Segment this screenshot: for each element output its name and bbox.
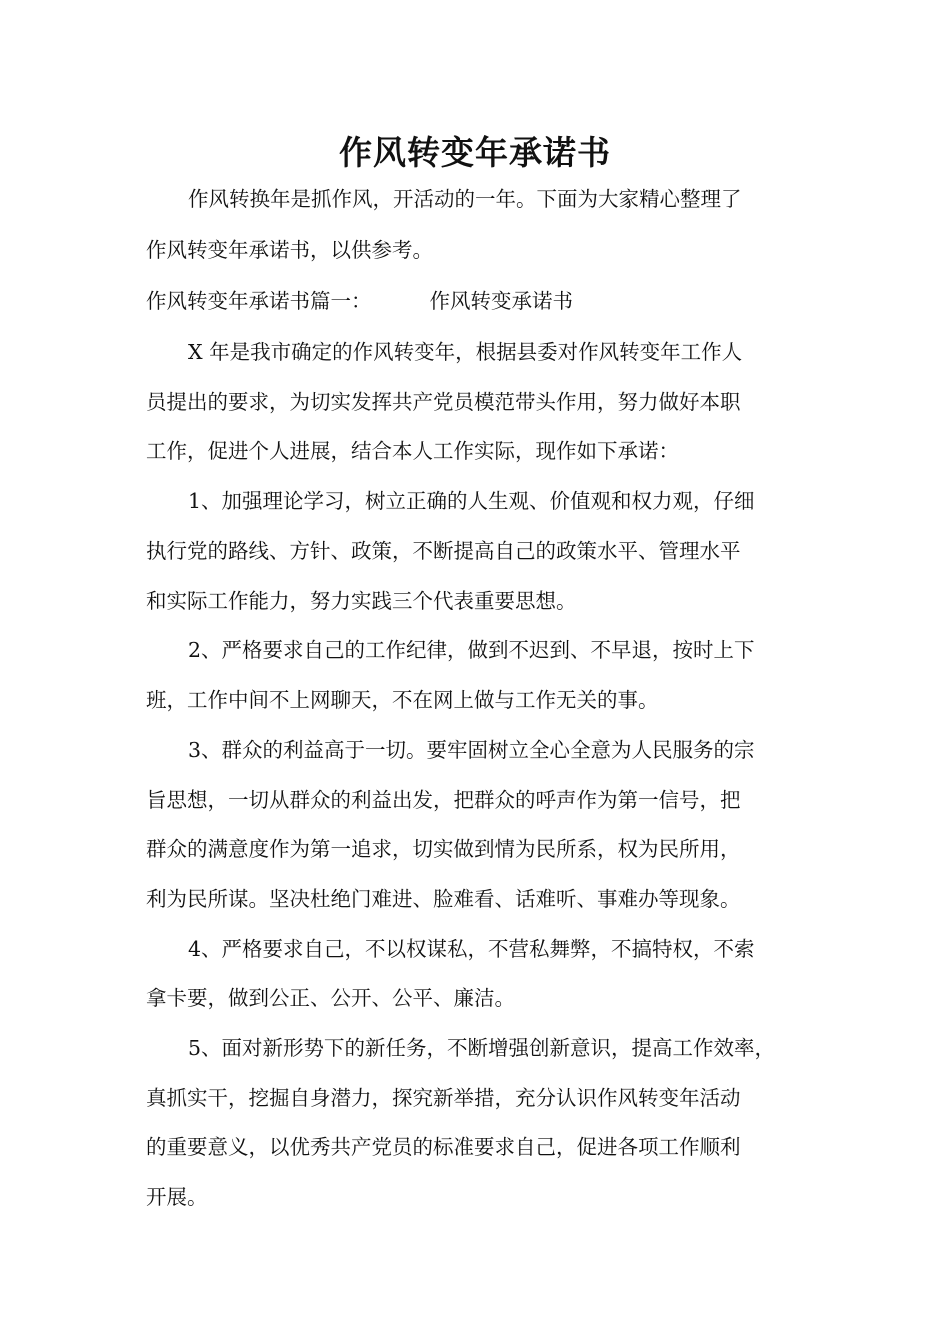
section-subheading: 作风转变承诺书 <box>429 289 573 313</box>
body-line: 班，工作中间不上网聊天，不在网上做与工作无关的事。 <box>146 688 659 712</box>
section-heading: 作风转变年承诺书篇一： <box>146 289 372 313</box>
body-line: 利为民所谋。坚决杜绝门难进、脸难看、话难听、事难办等现象。 <box>146 887 741 911</box>
body-line: 2、严格要求自己的工作纪律，做到不迟到、不早退，按时上下 <box>188 638 755 662</box>
body-line: 4、严格要求自己，不以权谋私，不营私舞弊，不搞特权，不索 <box>188 937 755 961</box>
body-line: 执行党的路线、方针、政策，不断提高自己的政策水平、管理水平 <box>146 539 741 563</box>
body-line: 1、加强理论学习，树立正确的人生观、价值观和权力观，仔细 <box>188 489 755 513</box>
body-line: 工作，促进个人进展，结合本人工作实际，现作如下承诺： <box>146 439 679 463</box>
body-line: 开展。 <box>146 1185 208 1209</box>
document-title: 作风转变年承诺书 <box>339 133 611 172</box>
body-line: X 年是我市确定的作风转变年，根据县委对作风转变年工作人 <box>188 340 743 364</box>
intro-line: 作风转换年是抓作风，开活动的一年。下面为大家精心整理了 <box>188 187 742 211</box>
body-line: 和实际工作能力，努力实践三个代表重要思想。 <box>146 589 577 613</box>
intro-line: 作风转变年承诺书，以供参考。 <box>146 238 433 262</box>
body-line: 的重要意义，以优秀共产党员的标准要求自己，促进各项工作顺利 <box>146 1135 741 1159</box>
body-line: 旨思想，一切从群众的利益出发，把群众的呼声作为第一信号，把 <box>146 788 741 812</box>
body-line: 员提出的要求，为切实发挥共产党员模范带头作用，努力做好本职 <box>146 390 741 414</box>
body-line: 3、群众的利益高于一切。要牢固树立全心全意为人民服务的宗 <box>188 738 755 762</box>
body-line: 真抓实干，挖掘自身潜力，探究新举措，充分认识作风转变年活动 <box>146 1086 741 1110</box>
body-line: 5、面对新形势下的新任务，不断增强创新意识，提高工作效率， <box>188 1036 776 1060</box>
body-line: 群众的满意度作为第一追求，切实做到情为民所系，权为民所用， <box>146 837 741 861</box>
body-line: 拿卡要，做到公正、公开、公平、廉洁。 <box>146 986 515 1010</box>
section-heading-line <box>146 286 573 316</box>
